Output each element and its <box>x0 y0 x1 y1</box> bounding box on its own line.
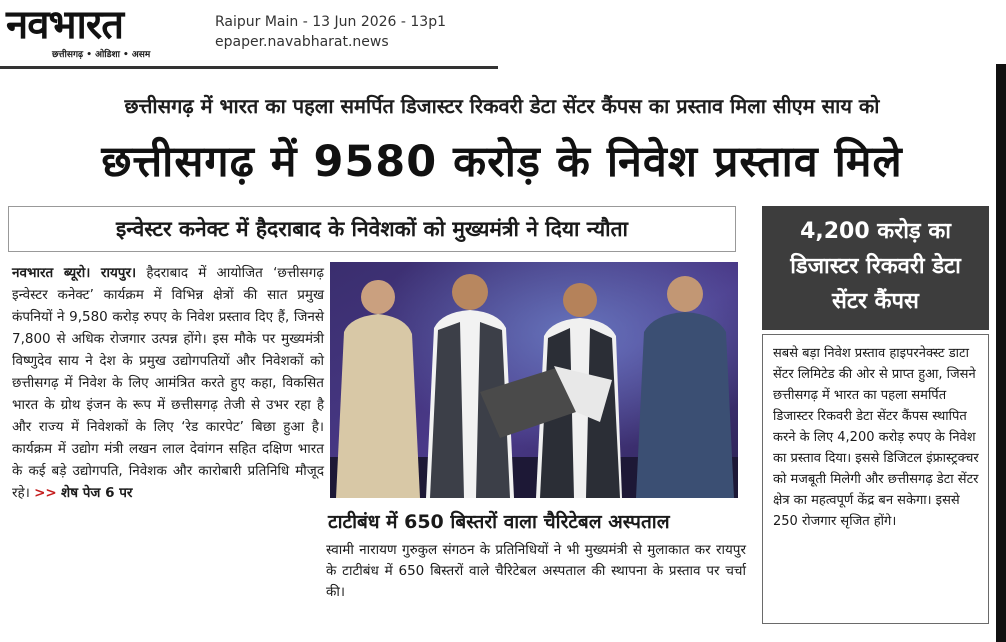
news-photo <box>330 262 738 498</box>
masthead-rule <box>0 66 498 69</box>
sidebar-body: सबसे बड़ा निवेश प्रस्ताव हाइपरनेक्स्ट डाटा सेंटर लिमिटेड की ओर से प्राप्त हुआ, जिसने छत्तीसगढ़ में भारत का पहला समर्पित डिजास्टर रिकवरी डेटा सेंटर कैंपस स्थापित करने के लिए 4,200 करोड़ रुपए के निवेश का प्रस्ताव दिया। इससे डिजिटल इंफ्रास्ट्रक्चर को मजबूती मिलेगी और छत्तीसगढ़ डेटा सेंटर क्षेत्र का महत्वपूर्ण केंद्र बन सकेगा। इससे 250 रोजगार सृजित होंगे। <box>762 334 989 624</box>
story-subhead: इन्वेस्टर कनेक्ट में हैदराबाद के निवेशकों को मुख्यमंत्री ने दिया न्यौता <box>8 206 736 252</box>
sidebar-headline-line: डिजास्टर रिकवरी डेटा <box>790 254 961 279</box>
page-edge-rule <box>996 64 1006 642</box>
story-body <box>12 262 324 504</box>
photo-story-headline: टाटीबंध में 650 बिस्तरों वाला चैरिटेबल अस्पताल <box>328 511 670 533</box>
photo-illustration <box>330 262 738 498</box>
continued-link[interactable]: शेष पेज 6 पर <box>61 485 133 501</box>
website-link[interactable]: epaper.navabharat.news <box>215 34 389 50</box>
story-byline: नवभारत ब्यूरो। रायपुर। <box>12 265 137 281</box>
sidebar-headline-line: 4,200 करोड़ का <box>800 219 951 244</box>
edition-info <box>215 12 446 52</box>
sidebar-headline <box>762 206 989 330</box>
story-kicker: छत्तीसगढ़ में भारत का पहला समर्पित डिजास्टर रिकवरी डेटा सेंटर कैंपस का प्रस्ताव मिला सीएम साय को <box>124 94 880 118</box>
continued-marker: >> <box>34 485 57 501</box>
logo-regions: छत्तीसगढ़ • ओडिशा • असम <box>52 50 151 60</box>
photo-story-body: स्वामी नारायण गुरुकुल संगठन के प्रतिनिधियों ने भी मुख्यमंत्री से मुलाकात कर रायपुर के टाटीबंध में 650 बिस्तरों वाले चैरिटेबल अस्पताल की स्थापना के प्रस्ताव पर चर्चा की। <box>326 542 746 600</box>
sidebar-headline-line: सेंटर कैंपस <box>832 289 919 314</box>
masthead <box>0 0 500 70</box>
edition-date: Raipur Main - 13 Jun 2026 - 13p1 <box>215 14 447 30</box>
story-headline: छत्तीसगढ़ में 9580 करोड़ के निवेश प्रस्ताव मिले <box>101 137 903 187</box>
newspaper-logo: नवभारत <box>6 1 124 48</box>
story-text: हैदराबाद में आयोजित ‘छत्तीसगढ़ इन्वेस्टर कनेक्ट’ कार्यक्रम में विभिन्न क्षेत्रों की सात प्रमुख कंपनियों ने 9,580 करोड़ रुपए के निवेश प्रस्ताव दिए हैं, जिनसे 7,800 से अधिक रोजगार उत्पन्न होंगे। इस मौके पर मुख्यमंत्री विष्णुदेव साय ने देश के प्रमुख उद्योगपतियों और निवेशकों को छत्तीसगढ़ में निवेश के लिए आमंत्रित करते हुए कहा, विकसित भारत के ग्रोथ इंजन के रूप में छत्तीसगढ़ तेजी से उभर रहा है और राज्य में निवेशकों के लिए ‘रेड कारपेट’ बिछा हुआ है। कार्यक्रम में उद्योग मंत्री लखन लाल देवांगन सहित दक्षिण भारत के कई बड़े उद्योगपति, निवेशक और कारोबारी प्रतिनिधि मौजूद रहे। <box>12 265 324 501</box>
